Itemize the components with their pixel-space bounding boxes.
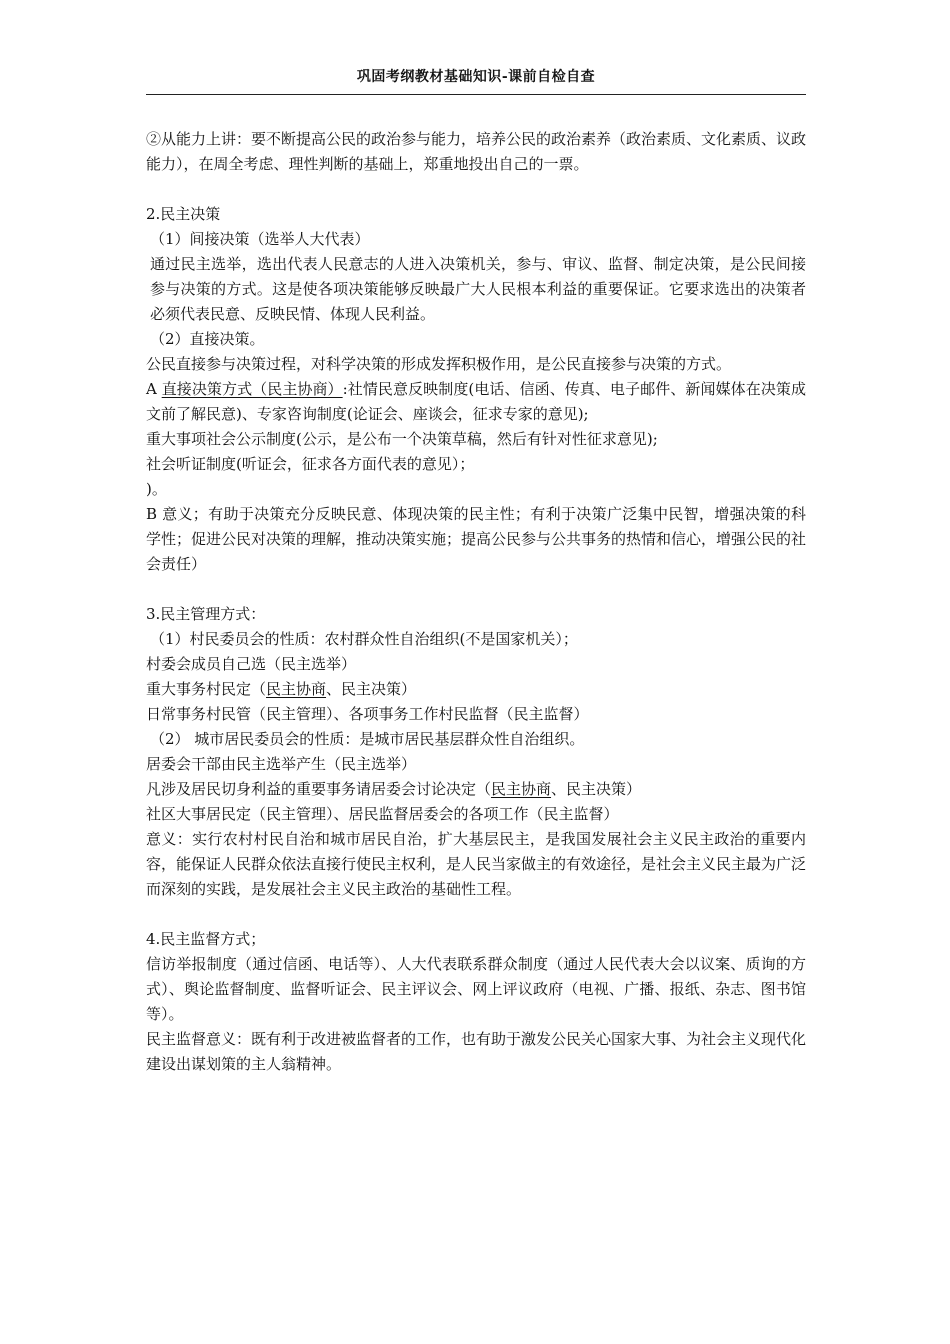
supervision-meaning: 民主监督意义：既有利于改进被监督者的工作，也有助于激发公民关心国家大事、为社会主义现代化建设出谋划策的主人翁精神。: [146, 1030, 807, 1073]
section3-title: 3.民主管理方式：: [146, 605, 266, 623]
spacer: [146, 177, 806, 202]
page-header-title: 巩固考纲教材基础知识-课前自检自查: [356, 69, 596, 85]
major-affairs-underlined: 民主协商: [266, 680, 327, 698]
major-affairs-prefix: 重大事务村民定（: [146, 680, 267, 698]
village-committee-nature: （1）村民委员会的性质：农村群众性自治组织(不是国家机关）；: [150, 630, 578, 648]
direct-decision-body: 公民直接参与决策过程，对科学决策的形成发挥积极作用，是公民直接参与决策的方式。: [146, 355, 732, 373]
capability-paragraph: ②从能力上讲：要不断提高公民的政治参与能力，培养公民的政治素养（政治素质、文化素质、议政能力），在周全考虑、理性判断的基础上，郑重地投出自己的一票。: [146, 130, 807, 173]
self-governance-meaning: 意义：实行农村村民自治和城市居民自治，扩大基层民主，是我国发展社会主义民主政治的重要内容，能保证人民群众依法直接行使民主权利，是人民当家做主的有效途径，是社会主义民主最为广泛而深刻的实践，是发展社会主义民主政治的基础性工程。: [146, 830, 807, 898]
indirect-decision-body: 通过民主选举，选出代表人民意志的人进入决策机关，参与、审议、监督、制定决策，是公民间接参与决策的方式。这是使各项决策能够反映最广大人民根本利益的重要保证。它要求选出的决策者必须代表民意、反映民情、体现人民利益。: [150, 255, 806, 323]
item-a-underlined: 直接决策方式（民主协商）: [161, 380, 343, 398]
hearing-line: 社会听证制度(听证会，征求各方面代表的意见）；: [146, 455, 475, 473]
important-affairs-prefix: 凡涉及居民切身利益的重要事务请居委会讨论决定（: [146, 780, 492, 798]
item-a-prefix: A: [146, 380, 162, 398]
indirect-decision-title: （1）间接决策（选举人大代表）: [150, 230, 370, 248]
section4-title: 4.民主监督方式；: [146, 930, 266, 948]
public-notice-line: 重大事项社会公示制度(公示，是公布一个决策草稿，然后有针对性征求意见);: [146, 430, 658, 448]
resident-election-line: 居委会干部由民主选举产生（民主选举）: [146, 755, 417, 773]
closing-paren-line: )。: [146, 480, 167, 498]
spacer: [146, 577, 806, 602]
important-affairs-underlined: 民主协商: [491, 780, 552, 798]
village-major-affairs-line: [146, 677, 806, 702]
community-affairs-line: 社区大事居民定（民主管理）、居民监督居委会的各项工作（民主监督）: [146, 805, 619, 823]
supervision-methods: 信访举报制度（通过信函、电话等）、人大代表联系群众制度（通过人民代表大会以议案、质询的方式）、舆论监督制度、监督听证会、民主评议会、网上评议政府（电视、广播、报纸、杂志、图书馆等）。: [146, 955, 806, 1023]
resident-important-affairs-line: [146, 777, 806, 802]
spacer: [146, 902, 806, 927]
resident-committee-nature: （2） 城市居民委员会的性质：是城市居民基层群众性自治组织。: [150, 730, 585, 748]
item-a-rest: :社情民意反映制度(电话、信函、传真、电子邮件、新闻媒体在决策成文前了解民意)、专家咨询制度(论证会、座谈会，征求专家的意见);: [146, 380, 806, 423]
village-daily-affairs-line: 日常事务村民管（民主管理）、各项事务工作村民监督（民主监督）: [146, 705, 589, 723]
important-affairs-suffix: 、民主决策）: [551, 780, 642, 798]
major-affairs-suffix: 、民主决策）: [326, 680, 417, 698]
village-election-line: 村委会成员自己选（民主选举）: [146, 655, 357, 673]
header-rule: [146, 94, 806, 95]
item-b-meaning: B 意义；有助于决策充分反映民意、体现决策的民主性；有利于决策广泛集中民智，增强决策的科学性；促进公民对决策的理解，推动决策实施；提高公民参与公共事务的热情和信心，增强公民的社会责任）: [146, 505, 807, 573]
direct-decision-methods: [146, 377, 806, 427]
document-body: [146, 127, 806, 1077]
section2-title: 2.民主决策: [146, 205, 221, 223]
direct-decision-title: （2）直接决策。: [150, 330, 265, 348]
